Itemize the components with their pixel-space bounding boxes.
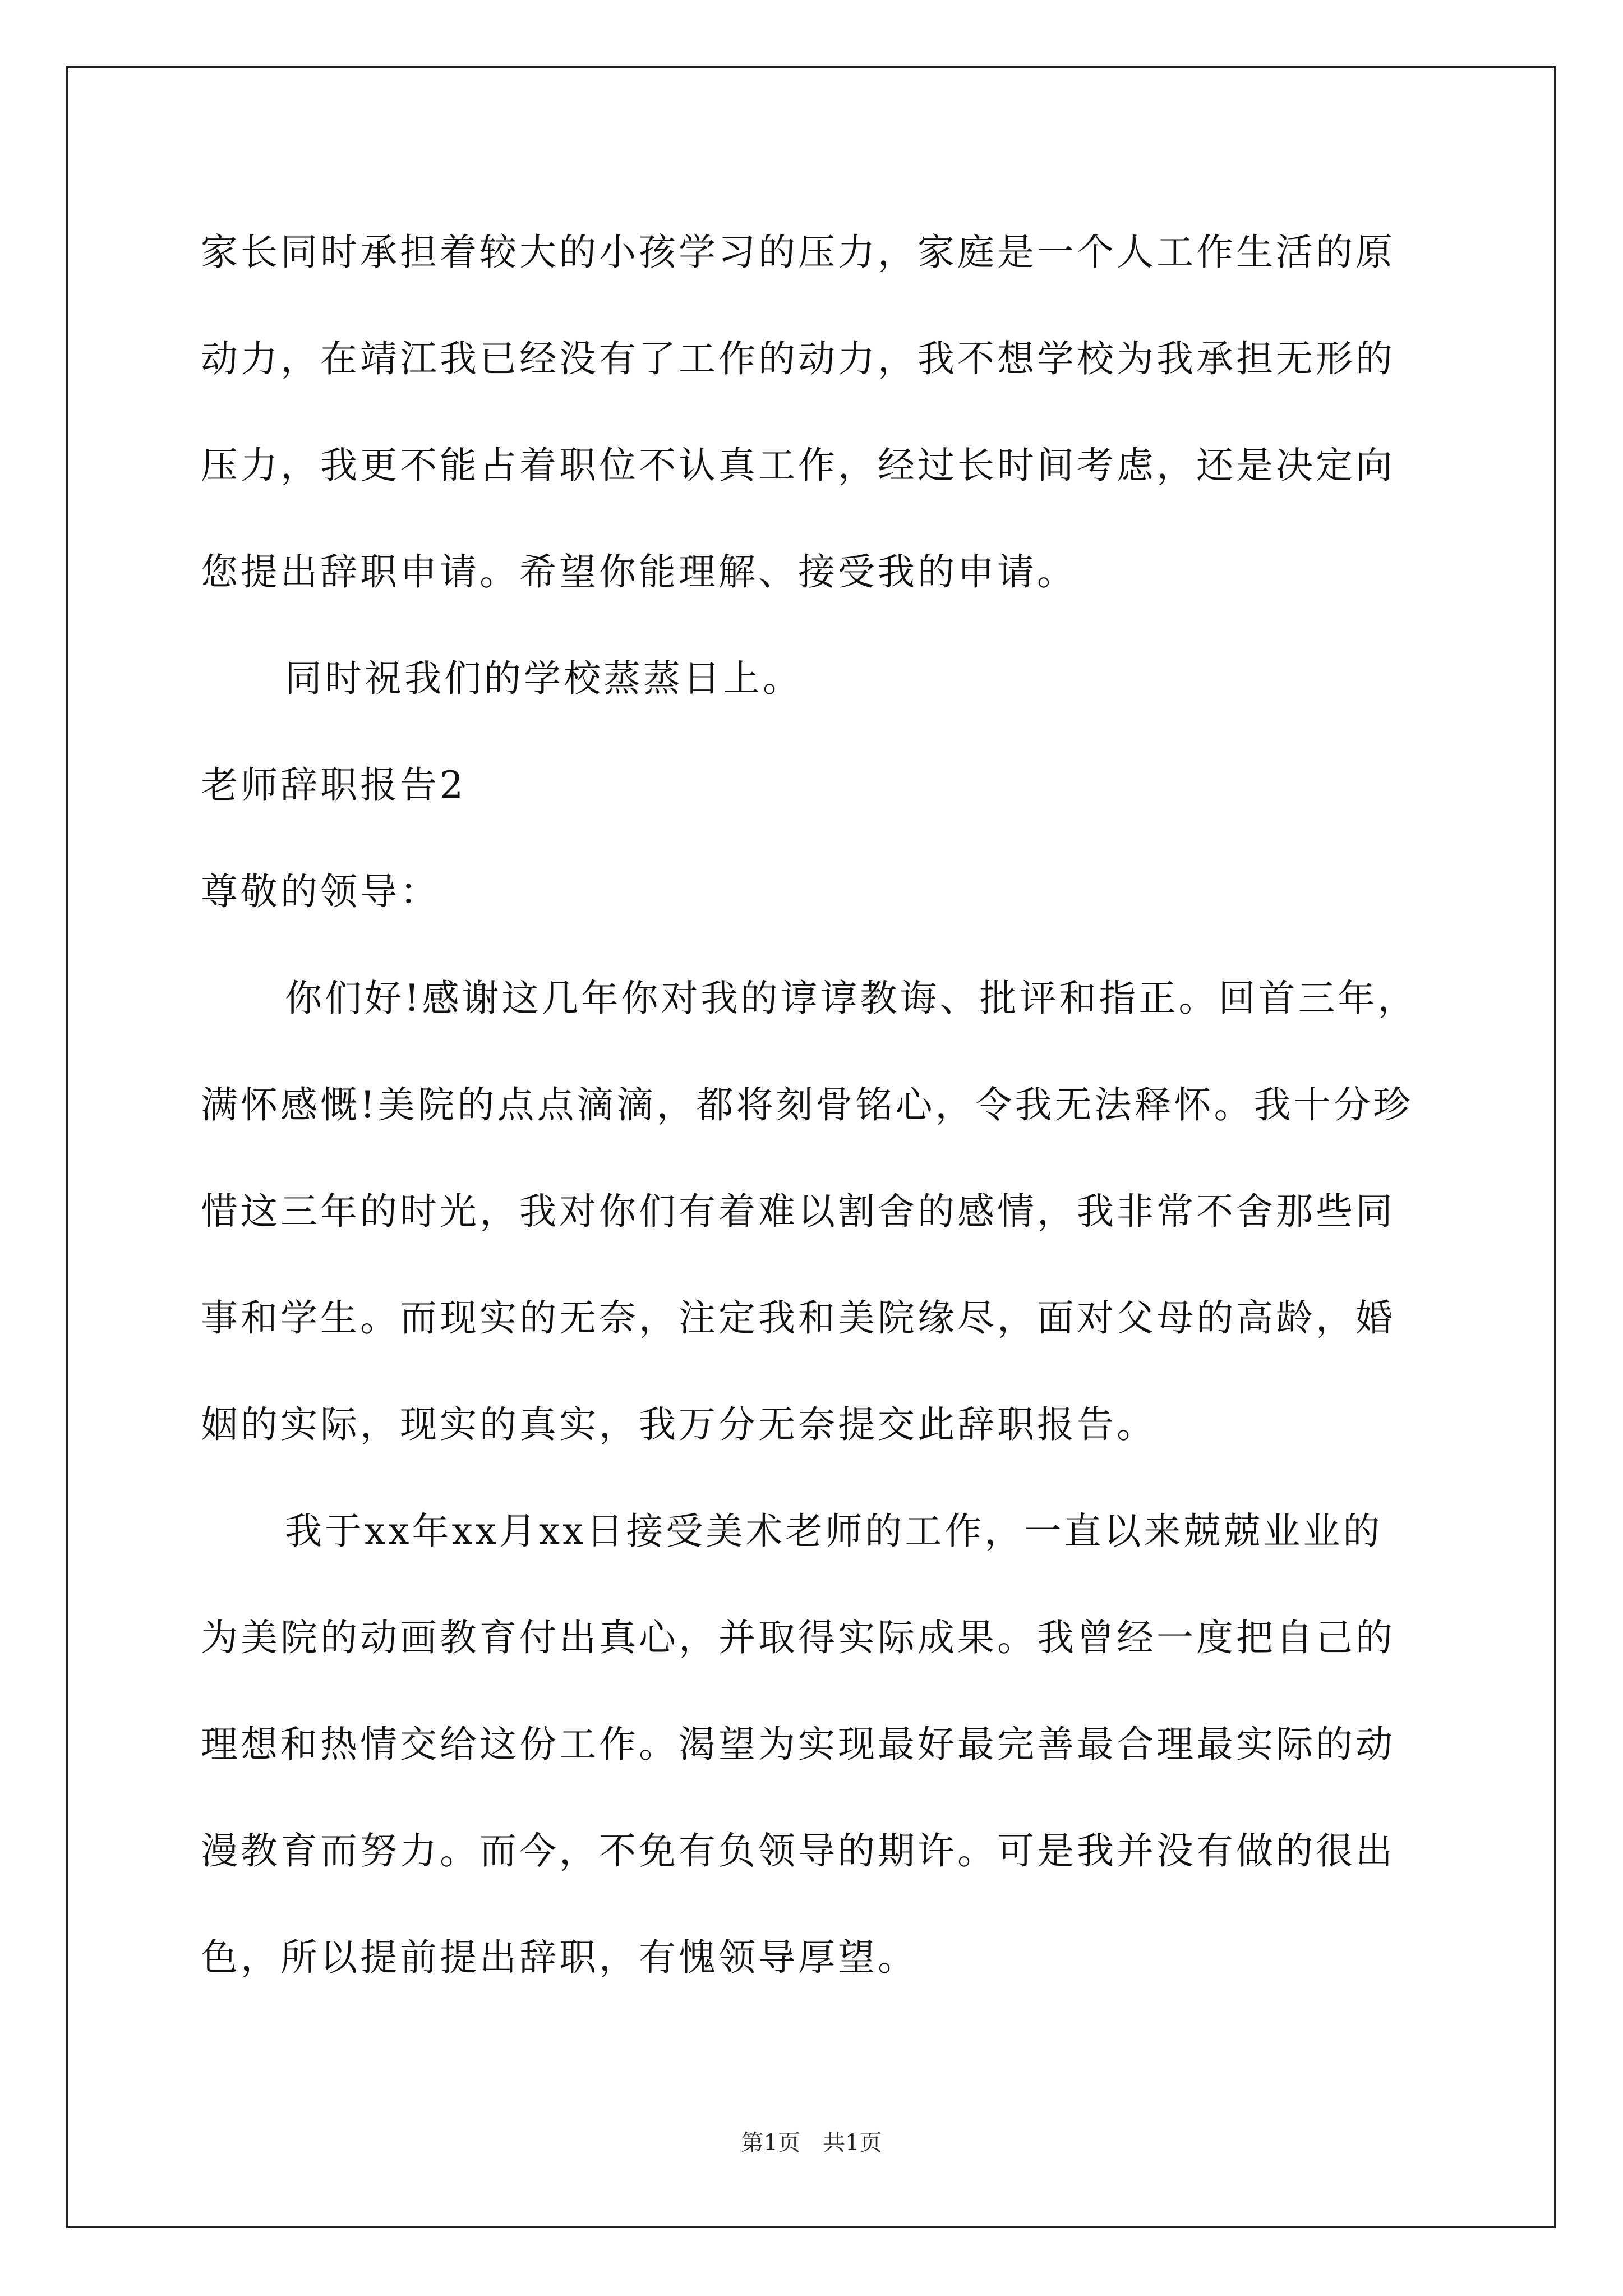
body-text-line: 您提出辞职申请。希望你能理解、接受我的申请。 (201, 550, 1077, 593)
body-text-line: 漫教育而努力。而今，不免有负领导的期许。可是我并没有做的很出 (201, 1829, 1395, 1872)
body-text-line: 惜这三年的时光，我对你们有着难以割舍的感情，我非常不舍那些同 (201, 1190, 1395, 1233)
salutation: 尊敬的领导： (201, 870, 440, 913)
body-text-line: 理想和热情交给这份工作。渴望为实现最好最完善最合理最实际的动 (201, 1723, 1395, 1766)
body-text-line: 家长同时承担着较大的小孩学习的压力，家庭是一个人工作生活的原 (201, 231, 1395, 274)
body-text-line: 同时祝我们的学校蒸蒸日上。 (285, 657, 803, 700)
body-text-line: 姻的实际，现实的真实，我万分无奈提交此辞职报告。 (201, 1403, 1156, 1446)
body-text-line: 满怀感慨!美院的点点滴滴，都将刻骨铭心，令我无法释怀。我十分珍 (201, 1083, 1413, 1126)
page-number-footer: 第1页 共1页 (741, 2130, 882, 2156)
body-text-line: 色，所以提前提出辞职，有愧领导厚望。 (201, 1936, 917, 1979)
section-heading: 老师辞职报告2 (201, 763, 466, 807)
body-text-line: 为美院的动画教育付出真心，并取得实际成果。我曾经一度把自己的 (201, 1616, 1395, 1659)
body-text-line: 压力，我更不能占着职位不认真工作，经过长时间考虑，还是决定向 (201, 444, 1395, 487)
body-text-line: 我于xx年xx月xx日接受美术老师的工作，一直以来兢兢业业的 (285, 1510, 1383, 1553)
body-text-line: 你们好!感谢这几年你对我的谆谆教诲、批评和指正。回首三年， (285, 977, 1418, 1020)
body-text-line: 事和学生。而现实的无奈，注定我和美院缘尽，面对父母的高龄，婚 (201, 1296, 1395, 1340)
body-text-line: 动力，在靖江我已经没有了工作的动力，我不想学校为我承担无形的 (201, 337, 1395, 380)
